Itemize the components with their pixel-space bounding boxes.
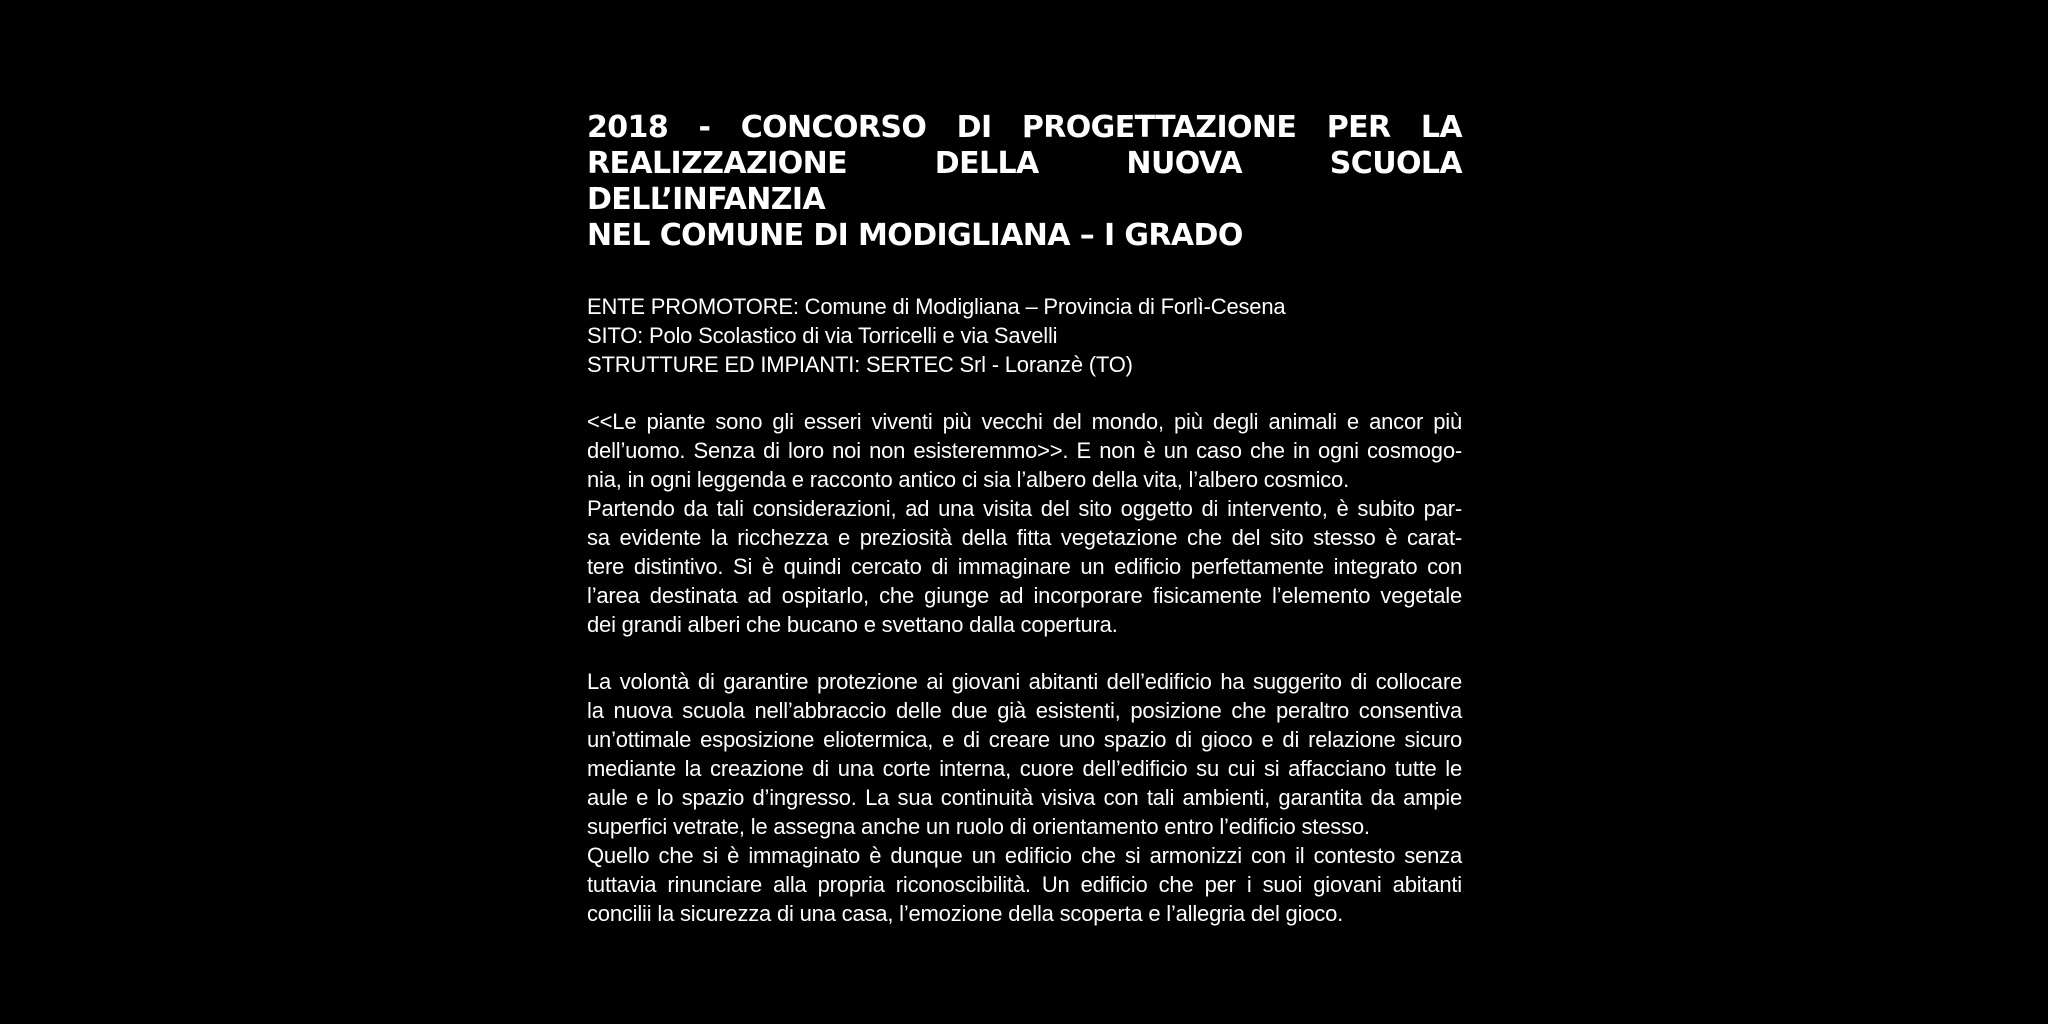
paragraph-line: l’area destinata ad ospitarlo, che giunge ad incorporare fisicamente l’elemento vegetale <box>587 583 1462 608</box>
info-sito: SITO: Polo Scolastico di via Torricelli e via Savelli <box>587 323 1058 348</box>
paragraph-line: superfici vetrate, le assegna anche un ruolo di orientamento entro l’edificio stesso. <box>587 814 1370 839</box>
paragraph-line: Quello che si è immaginato è dunque un edificio che si armonizzi con il contesto senza <box>587 843 1462 868</box>
paragraph-line: nia, in ogni leggenda e racconto antico ci sia l’albero della vita, l’albero cosmico. <box>587 467 1350 492</box>
title-line-3: NEL COMUNE DI MODIGLIANA – I GRADO <box>587 218 1243 253</box>
paragraph-line: tuttavia rinunciare alla propria riconoscibilità. Un edificio che per i suoi giovani abitanti <box>587 872 1462 897</box>
paragraph-line: la nuova scuola nell’abbraccio delle due già esistenti, posizione che peraltro consentiva <box>587 698 1462 723</box>
paragraph-line: dell’uomo. Senza di loro noi non esisteremmo>>. E non è un caso che in ogni cosmogo- <box>587 438 1462 463</box>
paragraph-line: <<Le piante sono gli esseri viventi più vecchi del mondo, più degli animali e ancor più <box>587 409 1462 434</box>
page-title <box>587 110 1462 254</box>
info-strutture: STRUTTURE ED IMPIANTI: SERTEC Srl - Loranzè (TO) <box>587 352 1133 377</box>
document-text-block <box>587 110 1462 928</box>
paragraph-line: dei grandi alberi che bucano e svettano dalla copertura. <box>587 612 1118 637</box>
paragraph-line: concilii la sicurezza di una casa, l’emozione della scoperta e l’allegria del gioco. <box>587 901 1344 926</box>
info-ente-promotore: ENTE PROMOTORE: Comune di Modigliana – Provincia di Forlì-Cesena <box>587 294 1286 319</box>
paragraph-line: mediante la creazione di una corte interna, cuore dell’edificio su cui si affacciano tutte le <box>587 756 1462 781</box>
paragraph-line: un’ottimale esposizione eliotermica, e di creare uno spazio di gioco e di relazione sicuro <box>587 727 1462 752</box>
title-line-1: 2018 - CONCORSO DI PROGETTAZIONE PER LA <box>587 110 1462 145</box>
paragraph-1 <box>587 407 1462 639</box>
title-line-2: REALIZZAZIONE DELLA NUOVA SCUOLA DELL’INFANZIA <box>587 146 1462 217</box>
paragraph-2 <box>587 667 1462 928</box>
paragraph-line: Partendo da tali considerazioni, ad una visita del sito oggetto di intervento, è subito par- <box>587 496 1462 521</box>
paragraph-line: La volontà di garantire protezione ai giovani abitanti dell’edificio ha suggerito di collocare <box>587 669 1462 694</box>
project-info <box>587 292 1462 379</box>
paragraph-line: sa evidente la ricchezza e preziosità della fitta vegetazione che del sito stesso è carat- <box>587 525 1462 550</box>
paragraph-line: tere distintivo. Si è quindi cercato di immaginare un edificio perfettamente integrato con <box>587 554 1462 579</box>
paragraph-line: aule e lo spazio d’ingresso. La sua continuità visiva con tali ambienti, garantita da ampie <box>587 785 1462 810</box>
